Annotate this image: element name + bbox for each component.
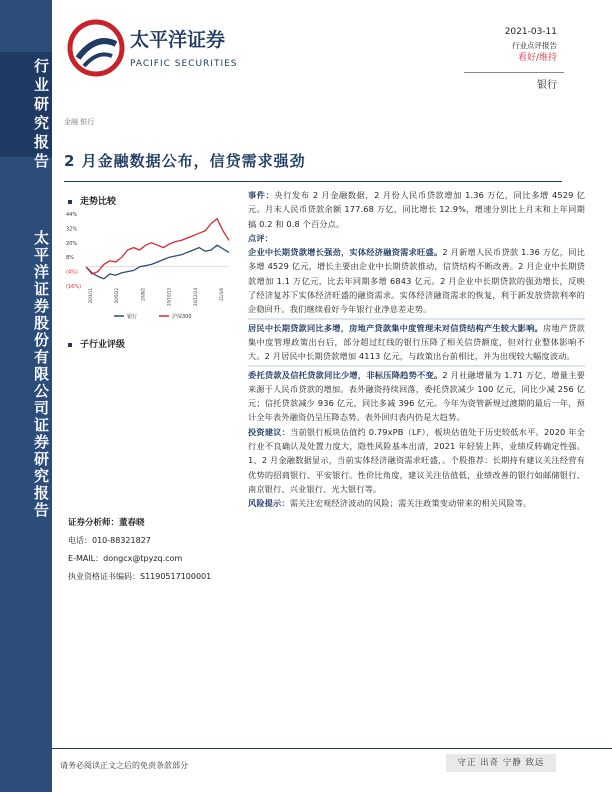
paragraph-1-highlight: 企业中长期贷款增长强劲，实体经济融资需求旺盛。 <box>248 247 443 258</box>
report-type: 行业点评报告 <box>512 41 557 50</box>
paragraph-4-text: 当前银行板块估值约 0.79xPB（LF），板块估值处于历史较低水平。2020 年全行业不良确认及处置力度大，隐性风险基本出清，2021 年轻装上阵，业绩反转确定性强。1、2 月金融数据显示，当前实体经济融资需求旺盛，。个股推荐：长期持有建议关注经营有优势的招商银行、平安银行。性价比角度，建议关注估值低，业绩改善的银行如邮储银行、南京银行、兴业银行、光大银行等。 <box>248 426 585 494</box>
series-line-沪深300 <box>86 219 229 274</box>
y-tick-label: (16%) <box>66 284 82 290</box>
trend-heading: 走势比较 <box>68 194 116 207</box>
breadcrumb: 金融 银行 <box>64 118 95 126</box>
paragraph-4 <box>248 425 585 496</box>
section-divider <box>248 318 585 320</box>
paragraph-3-highlight: 委托贷款及信托贷款同比少增，非标压降趋势不变。 <box>248 369 443 380</box>
sector-label: 银行 <box>537 80 557 91</box>
paragraph-1 <box>248 245 585 316</box>
paragraph-1-text: 2 月新增人民币贷款 1.36 万亿，同比多增 4529 亿元，增长主要由企业中长期贷款推动，信贷结构不断改善。2 月企业中长期贷款增加 1.1 万亿元，比去年同期多增 6843 亿元。2 月企业中长期贷款的强劲增长，反映了经济复苏下实体经济旺盛的融资需求。实体经济融资需求的恢复，利于新发放贷款利率的企稳回升。我们继续看好今年银行业净息差走势。 <box>248 247 585 315</box>
company-logo <box>66 14 266 84</box>
event-text: 央行发布 2 月金融数据，2 月份人民币贷款增加 1.36 万亿，同比多增 4529 亿元。月末人民币贷款余额 177.68 万亿，同比增长 12.9%，增速分别比上月末和上年同期搞 0.2 和 0.8 个百分点。 <box>248 190 585 229</box>
title-rule <box>64 181 562 182</box>
paragraph-3 <box>248 368 585 425</box>
x-tick-label: 20/10/13 <box>166 288 172 306</box>
paragraph-2-highlight: 居民中长期贷款同比多增，房地产贷款集中度管理未对信贷结构产生较大影响。 <box>248 322 543 333</box>
comment-label: 点评： <box>248 232 274 243</box>
paragraph-4-highlight: 投资建议： <box>248 426 291 437</box>
footer-disclaimer: 请务必阅读正文之后的免责条款部分 <box>60 761 188 770</box>
paragraph-3-text: 2 月社融增量为 1.71 万亿，增量主要来源于人民币贷款的增加。表外融资持续回落，委托贷款减少 100 亿元，同比少减 256 亿元；信托贷款减少 936 亿元，同比多减 396 亿元。今年为资管新规过渡期的最后一年，预计全年表外融资仍呈压降态势。表外回归表内仍是大趋势。 <box>248 369 585 423</box>
y-tick-label: 44% <box>66 212 78 218</box>
paragraph-5 <box>248 496 585 510</box>
footer-motto: 守正 出奇 宁静 致远 <box>446 754 556 772</box>
report-body <box>248 188 585 511</box>
y-tick-label: 32% <box>66 226 78 233</box>
paragraph-5-highlight: 风险提示： <box>248 498 290 509</box>
logo-en-text: PACIFIC SECURITIES <box>130 59 238 69</box>
report-meta <box>505 26 557 65</box>
section-divider <box>248 365 585 367</box>
analyst-license: 执业资格证书编码：S1190517100001 <box>68 572 212 581</box>
analyst-info <box>68 514 211 586</box>
y-tick-label: 8% <box>66 255 74 262</box>
sidebar-category: 行业研究报告 <box>32 58 50 172</box>
trend-chart <box>64 208 234 323</box>
paragraph-2 <box>248 321 585 364</box>
footer-rule <box>52 748 612 749</box>
report-date: 2021-03-11 <box>504 27 557 37</box>
y-tick-label: 20% <box>66 240 78 247</box>
event-label: 事件： <box>248 190 275 200</box>
x-tick-label: 20/8/2 <box>140 288 146 301</box>
sidebar-company-report: 太平洋证券股份有限公司证券研究报告 <box>32 230 50 519</box>
paragraph-5-text: 需关注宏观经济波动的风险；需关注政策变动带来的相关风险等。 <box>289 498 532 509</box>
x-tick-label: 20/5/22 <box>114 288 120 304</box>
paragraph-2-text: 房地产贷款集中度管理政策出台后，部分超过红线的银行压降了相关信贷额度，但对行业整体影响不大。2 月居民中长期贷款增加 4113 亿元，与政策出台前相比，并为出现较大幅度波动。 <box>248 322 585 362</box>
analyst-email: E-MAIL：dongcx@tpyzq.com <box>68 554 183 563</box>
x-tick-label: 20/12/24 <box>192 288 198 306</box>
y-tick-label: (4%) <box>66 269 78 276</box>
legend-label: 沪深300 <box>172 314 192 320</box>
analyst-name: 证券分析师：董春晓 <box>68 518 145 528</box>
x-tick-label: 20/3/11 <box>88 288 93 304</box>
analyst-phone: 电话：010-88321827 <box>68 536 151 545</box>
event-paragraph <box>248 188 585 231</box>
legend-label: 银行 <box>127 314 138 320</box>
rating: 看好/维持 <box>517 53 557 63</box>
sub-industry-rating-heading: 子行业评级 <box>68 337 125 350</box>
logo-cn-text: 太平洋证券 <box>130 29 226 51</box>
header-divider <box>464 72 564 73</box>
page-title: 2 月金融数据公布，信贷需求强劲 <box>64 152 306 170</box>
x-tick-label: 21/3/6 <box>219 288 224 301</box>
